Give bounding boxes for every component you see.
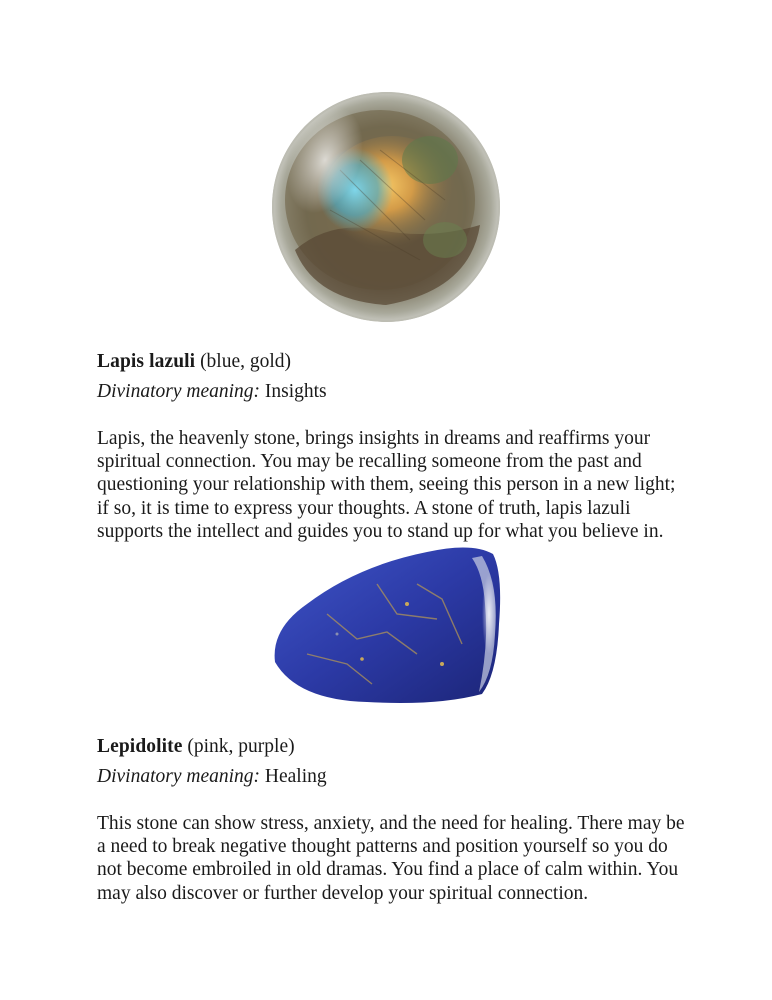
stone-description: Lapis, the heavenly stone, brings insights in dreams and reaffirms your spiritual connection. You may be recalling someone from the past and questioning your relationship with them, seeing this person in a new light; if so, it is time to express your thoughts. A stone of truth, lapis lazuli supports the intellect and guides you to stand up for what you believe in. [97,428,676,542]
meaning-value: Healing [264,766,327,787]
stone-colors: (blue, gold) [200,351,292,372]
stone-heading [97,734,697,760]
divinatory-meaning [97,379,697,405]
labradorite-stone-image [270,90,502,324]
stone-heading [97,349,697,375]
stone-entry-lapis-lazuli [97,349,697,543]
stone-name: Lapis lazuli [97,351,196,372]
stone-entry-lepidolite [97,734,697,905]
stone-description: This stone can show stress, anxiety, and the need for healing. There may be a need to break negative thought patterns and position yourself so you do not become embroiled in old dramas. You find a place of calm within. You may also discover or further develop your spiritual connection. [97,813,685,904]
stone-name: Lepidolite [97,736,183,757]
stone-colors: (pink, purple) [187,736,295,757]
lapis-lazuli-stone-image [267,544,503,704]
meaning-label: Divinatory meaning: [97,766,261,787]
meaning-label: Divinatory meaning: [97,381,261,402]
meaning-value: Insights [264,381,327,402]
divinatory-meaning [97,764,697,790]
